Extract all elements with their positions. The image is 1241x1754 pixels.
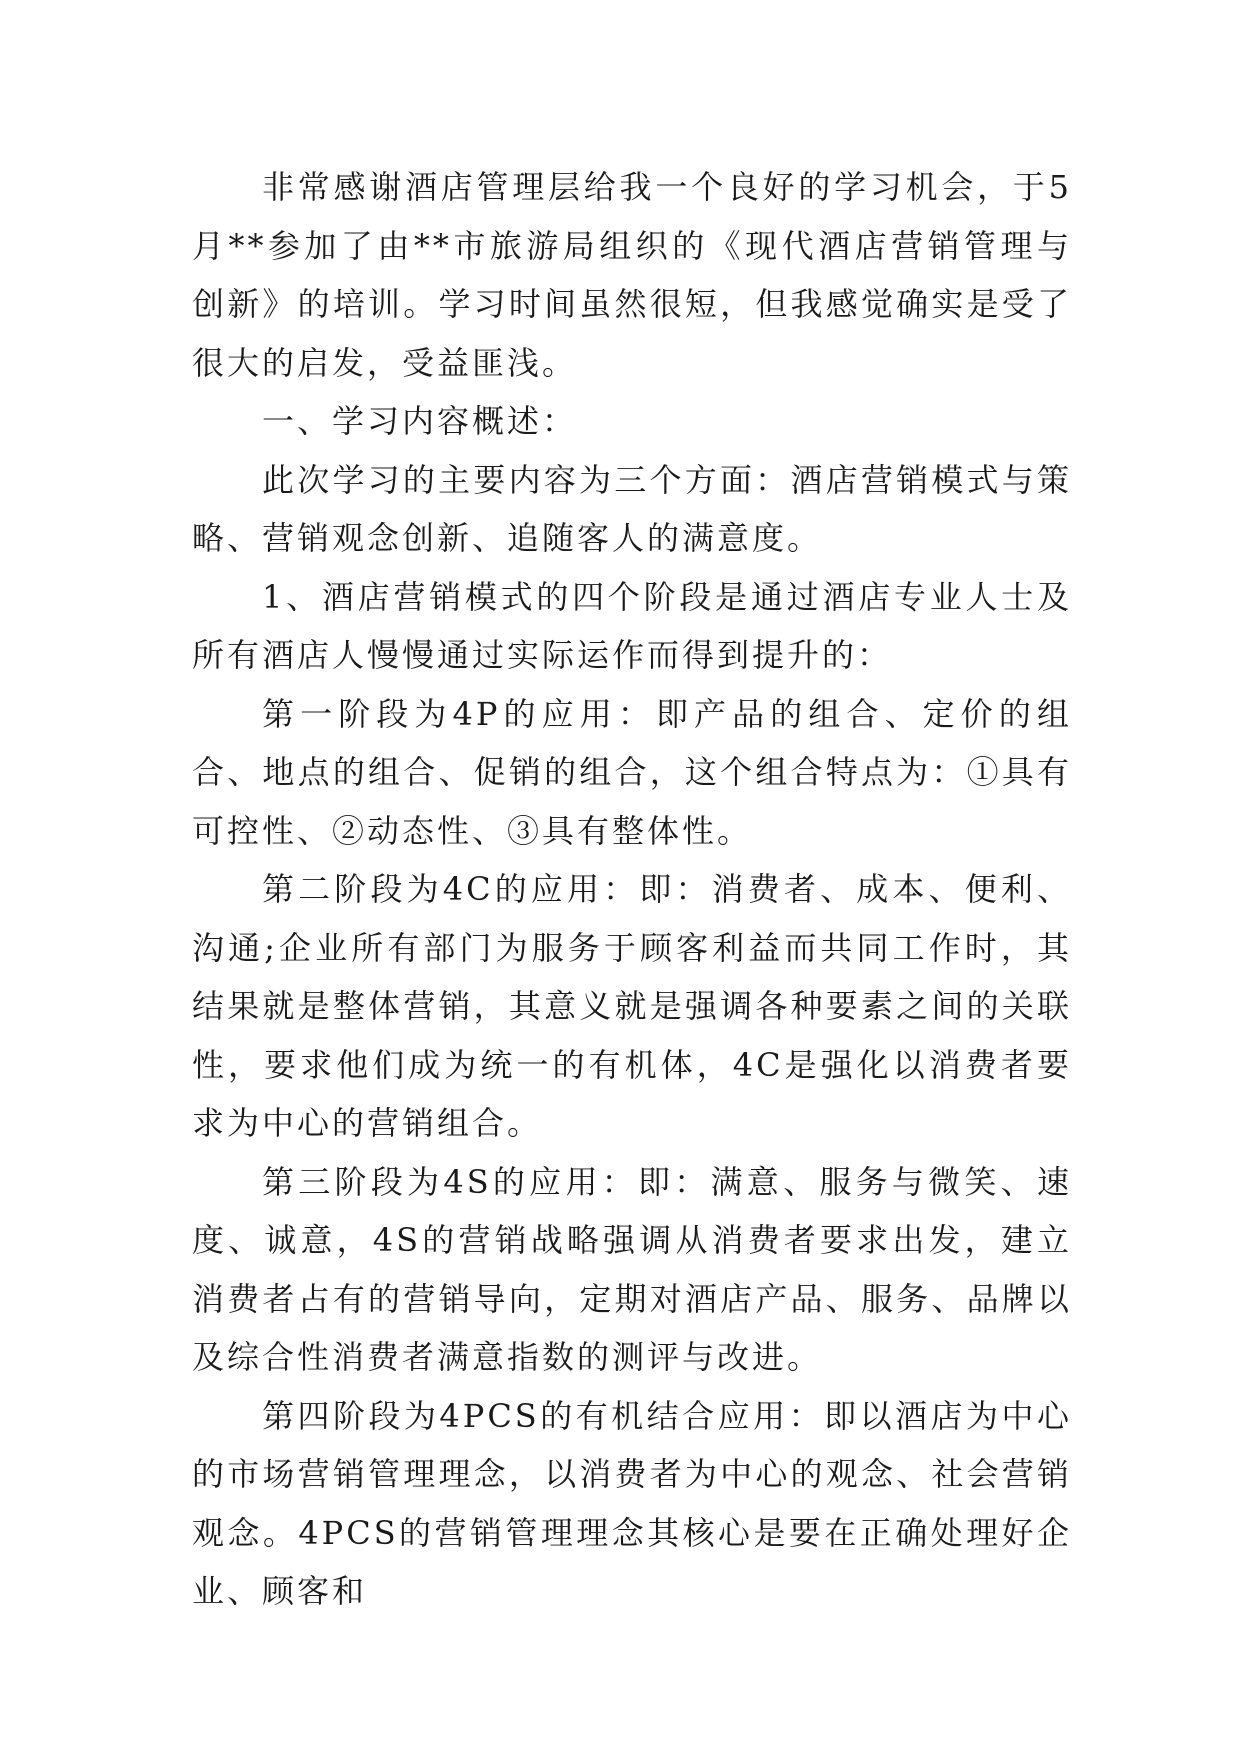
document-body <box>192 158 1072 1621</box>
section-heading-learning-overview: 一、学习内容概述： <box>262 402 578 440</box>
paragraph-stage-4p: 第一阶段为4P的应用：即产品的组合、定价的组合、地点的组合、促销的组合，这个组合特点为：①具有可控性、②动态性、③具有整体性。 <box>192 694 1072 850</box>
paragraph-main-content: 此次学习的主要内容为三个方面：酒店营销模式与策略、营销观念创新、追随客人的满意度。 <box>192 460 1072 557</box>
paragraph-intro: 非常感谢酒店管理层给我一个良好的学习机会，于5月**参加了由**市旅游局组织的《现代酒店营销管理与创新》的培训。学习时间虽然很短，但我感觉确实是受了很大的启发，受益匪浅。 <box>192 168 1072 382</box>
paragraph-stage-4pcs: 第四阶段为4PCS的有机结合应用：即以酒店为中心的市场营销管理理念，以消费者为中心的观念、社会营销观念。4PCS的营销管理理念其核心是要在正确处理好企业、顾客和 <box>192 1396 1072 1610</box>
paragraph-marketing-stages: 1、酒店营销模式的四个阶段是通过酒店专业人士及所有酒店人慢慢通过实际运作而得到提升的： <box>192 577 1072 674</box>
paragraph-stage-4s: 第三阶段为4S的应用：即：满意、服务与微笑、速度、诚意，4S的营销战略强调从消费者要求出发，建立消费者占有的营销导向，定期对酒店产品、服务、品牌以及综合性消费者满意指数的测评与改进。 <box>192 1162 1072 1376</box>
paragraph-stage-4c: 第二阶段为4C的应用：即：消费者、成本、便利、沟通;企业所有部门为服务于顾客利益而共同工作时，其结果就是整体营销，其意义就是强调各种要素之间的关联性，要求他们成为统一的有机体，4C是强化以消费者要求为中心的营销组合。 <box>192 870 1072 1142</box>
